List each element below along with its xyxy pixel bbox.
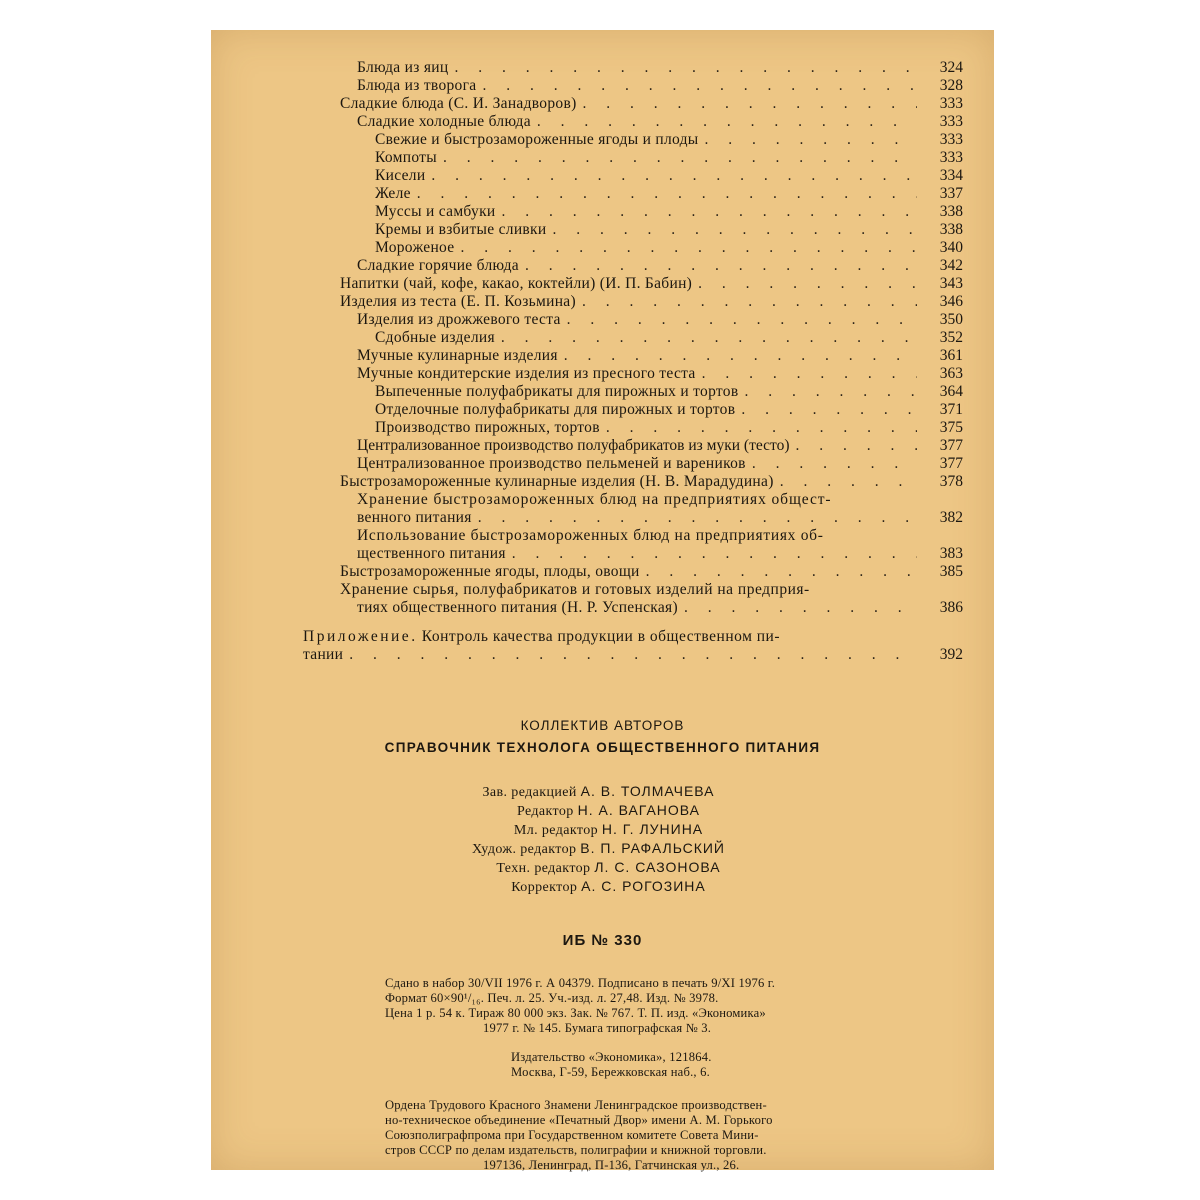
toc-entry: [357, 112, 963, 132]
toc-leader-dots: [577, 94, 917, 114]
toc-entry: [357, 76, 963, 96]
toc-entry-page: 392: [939, 646, 963, 663]
toc-entry-title: Отделочные полуфабрикаты для пирожных и тортов: [375, 401, 736, 418]
toc-entry: [375, 220, 963, 240]
staff-role: Зав. редакцией: [482, 785, 577, 800]
toc-entry-title: Напитки (чай, кофе, какао, коктейли) (И. П. Бабин): [340, 275, 693, 292]
toc-leader-dots: [699, 130, 917, 150]
toc-entry-title: Блюда из творога: [357, 77, 477, 94]
toc-entry: [357, 364, 963, 384]
toc-entry-page: 340: [939, 239, 963, 256]
toc-entry: [375, 400, 963, 420]
print-details-line: Цена 1 р. 54 к. Тираж 80 000 экз. Зак. № 767. Т. П. изд. «Экономика»: [385, 1006, 766, 1020]
toc-entry: [357, 544, 963, 564]
toc-leader-dots: [495, 328, 917, 348]
toc-entry: [357, 508, 963, 528]
toc-entry: [375, 184, 963, 204]
toc-entry-page: 361: [939, 347, 963, 364]
toc-entry: [375, 202, 963, 222]
staff-name: Н. Г. ЛУНИНА: [601, 821, 704, 837]
toc-leader-dots: [506, 544, 917, 564]
toc-entry-page: 338: [939, 203, 963, 220]
toc-entry: [357, 256, 963, 276]
book-page: [211, 30, 994, 1170]
toc-entry-page: 337: [939, 185, 963, 202]
toc-entry-page: 375: [939, 419, 963, 436]
toc-entry-title-line2: венного питания: [357, 509, 472, 526]
staff-role: Корректор: [511, 880, 578, 895]
toc-entry-title: Изделия из теста (Е. П. Козьмина): [340, 293, 576, 310]
toc-entry-title-line1: Использование быстрозамороженных блюд на предприятиях об-: [357, 527, 824, 544]
toc-leader-dots: [558, 346, 917, 366]
toc-entry-page: 363: [939, 365, 963, 382]
printer-line: Ордена Трудового Красного Знамени Ленинградское производствен-: [385, 1098, 767, 1112]
toc-entry-title: Быстрозамороженные ягоды, плоды, овощи: [340, 563, 640, 580]
toc-leader-dots: [600, 418, 917, 438]
toc-entry-title-line1: Хранение быстрозамороженных блюд на предприятиях общест-: [357, 491, 832, 508]
toc-entry: [340, 472, 963, 492]
toc-entry: [357, 598, 963, 618]
appendix-title: Контроль качества продукции в общественном пи-: [421, 628, 780, 645]
toc-entry-title: Кремы и взбитые сливки: [375, 221, 547, 238]
toc-entry-page: 333: [939, 149, 963, 166]
staff-name: Л. С. САЗОНОВА: [594, 859, 721, 875]
toc-entry-page: 333: [939, 131, 963, 148]
toc-leader-dots: [696, 364, 917, 384]
book-title: СПРАВОЧНИК ТЕХНОЛОГА ОБЩЕСТВЕННОГО ПИТАНИЯ: [384, 740, 821, 755]
toc-entry-title-line2: щественного питания: [357, 545, 506, 562]
toc-entry-page: 364: [939, 383, 963, 400]
toc-entry: [357, 346, 963, 366]
toc-entry-title: Сдобные изделия: [375, 329, 495, 346]
toc-entry-page: 342: [939, 257, 963, 274]
toc-entry: [375, 166, 963, 186]
toc-entry-title: Кисели: [375, 167, 426, 184]
toc-entry-title: Мучные кулинарные изделия: [357, 347, 558, 364]
toc-entry-page: 350: [939, 311, 963, 328]
toc-entry-title: Желе: [375, 185, 411, 202]
toc-leader-dots: [343, 645, 917, 665]
toc-leader-dots: [576, 292, 917, 312]
staff-line: [207, 839, 990, 859]
staff-role: Техн. редактор: [496, 861, 591, 876]
staff-line: [207, 782, 990, 802]
toc-entry-page: 371: [939, 401, 963, 418]
toc-leader-dots: [790, 436, 918, 456]
toc-entry-page: 382: [939, 509, 963, 526]
table-of-contents: [211, 30, 994, 700]
toc-leader-dots: [774, 472, 917, 492]
staff-role: Редактор: [516, 804, 574, 819]
toc-entry: [375, 148, 963, 168]
staff-line: [217, 820, 1000, 840]
toc-leader-dots: [437, 148, 917, 168]
toc-entry-title-line2: тиях общественного питания (Н. Р. Успенская): [357, 599, 678, 616]
toc-entry-page: 377: [939, 437, 963, 454]
toc-entry-page: 378: [939, 473, 963, 490]
toc-leader-dots: [678, 598, 917, 618]
toc-entry-page: 333: [939, 113, 963, 130]
toc-leader-dots: [561, 310, 917, 330]
toc-entry-title: Сладкие холодные блюда: [357, 113, 531, 130]
toc-entry: [357, 58, 963, 78]
toc-entry-page: 385: [939, 563, 963, 580]
staff-name: А. С. РОГОЗИНА: [581, 878, 706, 894]
toc-leader-dots: [746, 454, 917, 474]
toc-entry-page: 377: [939, 455, 963, 472]
toc-entry: [357, 436, 963, 456]
toc-entry-title: Изделия из дрожжевого теста: [357, 311, 561, 328]
toc-entry-page: 328: [939, 77, 963, 94]
printer-line: но-техническое объединение «Печатный Двор» имени А. М. Горького: [385, 1113, 773, 1127]
printer-line: Союзполиграфпрома при Государственном комитете Совета Мини-: [385, 1128, 759, 1142]
toc-leader-dots: [425, 166, 917, 186]
toc-leader-dots: [496, 202, 918, 222]
staff-role: Мл. редактор: [513, 823, 598, 838]
toc-entry-title: Централизованное производство пельменей и вареников: [357, 455, 746, 472]
toc-entry-page: 338: [939, 221, 963, 238]
toc-entry-title: Сладкие горячие блюда: [357, 257, 519, 274]
staff-line: [217, 858, 1000, 878]
toc-leader-dots: [738, 382, 917, 402]
toc-entry-page: 352: [939, 329, 963, 346]
toc-entry-title: Свежие и быстрозамороженные ягоды и плоды: [375, 131, 699, 148]
print-details-line: Сдано в набор 30/VII 1976 г. А 04379. Подписано в печать 9/XI 1976 г.: [385, 976, 776, 990]
toc-entry: [375, 382, 963, 402]
toc-entry-title-line2: тании: [303, 646, 344, 663]
printer-line: 197136, Ленинград, П-136, Гатчинская ул., 26.: [483, 1158, 740, 1172]
toc-entry: [303, 645, 963, 665]
toc-entry: [340, 292, 963, 312]
appendix-line1: [303, 627, 780, 647]
toc-entry-title: Сладкие блюда (С. И. Занадворов): [340, 95, 577, 112]
toc-entry-title: Выпеченные полуфабрикаты для пирожных и тортов: [375, 383, 739, 400]
toc-entry-title: Централизованное производство полуфабрикатов из муки (тесто): [357, 437, 790, 454]
toc-entry: [375, 238, 963, 258]
toc-entry-title: Компоты: [375, 149, 437, 166]
toc-entry-title: Производство пирожных, тортов: [375, 419, 600, 436]
staff-name: Н. А. ВАГАНОВА: [577, 802, 701, 818]
toc-leader-dots: [448, 58, 917, 78]
publisher-line: Издательство «Экономика», 121864.: [511, 1050, 712, 1064]
print-details-line: Формат 60×90¹/₁₆. Печ. л. 25. Уч.-изд. л. 27,48. Изд. № 3978.: [385, 991, 719, 1005]
toc-leader-dots: [546, 220, 917, 240]
toc-entry: [375, 130, 963, 150]
toc-entry: [357, 454, 963, 474]
toc-entry-page: 343: [939, 275, 963, 292]
toc-entry-page: 383: [939, 545, 963, 562]
toc-entry: [375, 328, 963, 348]
toc-entry-page: 333: [939, 95, 963, 112]
toc-leader-dots: [531, 112, 917, 132]
staff-name: В. П. РАФАЛЬСКИЙ: [580, 840, 725, 856]
toc-entry: [375, 418, 963, 438]
printer-line: стров СССР по делам издательств, полиграфии и книжной торговли.: [385, 1143, 767, 1157]
toc-leader-dots: [476, 76, 917, 96]
toc-leader-dots: [454, 238, 917, 258]
toc-entry-page: 386: [939, 599, 963, 616]
toc-leader-dots: [472, 508, 917, 528]
toc-leader-dots: [411, 184, 917, 204]
toc-entry-title: Блюда из яиц: [357, 59, 449, 76]
toc-entry: [340, 94, 963, 114]
authors-heading: КОЛЛЕКТИВ АВТОРОВ: [520, 718, 685, 733]
staff-name: А. В. ТОЛМАЧЕВА: [580, 783, 715, 799]
appendix-label: Приложение.: [303, 628, 418, 645]
toc-leader-dots: [519, 256, 917, 276]
toc-entry-page: 346: [939, 293, 963, 310]
toc-entry-title: Быстрозамороженные кулинарные изделия (Н. В. Марадудина): [340, 473, 774, 490]
print-details-line: 1977 г. № 145. Бумага типографская № 3.: [483, 1021, 712, 1035]
toc-entry: [340, 274, 963, 294]
toc-entry-title: Мороженое: [375, 239, 455, 256]
toc-leader-dots: [692, 274, 917, 294]
toc-entry-title-line1: Хранение сырья, полуфабрикатов и готовых изделий на предприя-: [340, 581, 810, 598]
toc-entry-title: Муссы и самбуки: [375, 203, 496, 220]
toc-entry-title: Мучные кондитерские изделия из пресного теста: [357, 365, 696, 382]
publisher-line: Москва, Г-59, Бережковская наб., 6.: [511, 1065, 710, 1079]
staff-line: [217, 801, 1000, 821]
toc-leader-dots: [735, 400, 917, 420]
ib-number: ИБ № 330: [562, 932, 643, 949]
toc-entry-page: 324: [939, 59, 963, 76]
staff-role: Худож. редактор: [472, 842, 577, 857]
toc-entry: [340, 562, 963, 582]
staff-line: [217, 877, 1000, 897]
toc-entry: [357, 310, 963, 330]
toc-entry-page: 334: [939, 167, 963, 184]
toc-leader-dots: [640, 562, 917, 582]
